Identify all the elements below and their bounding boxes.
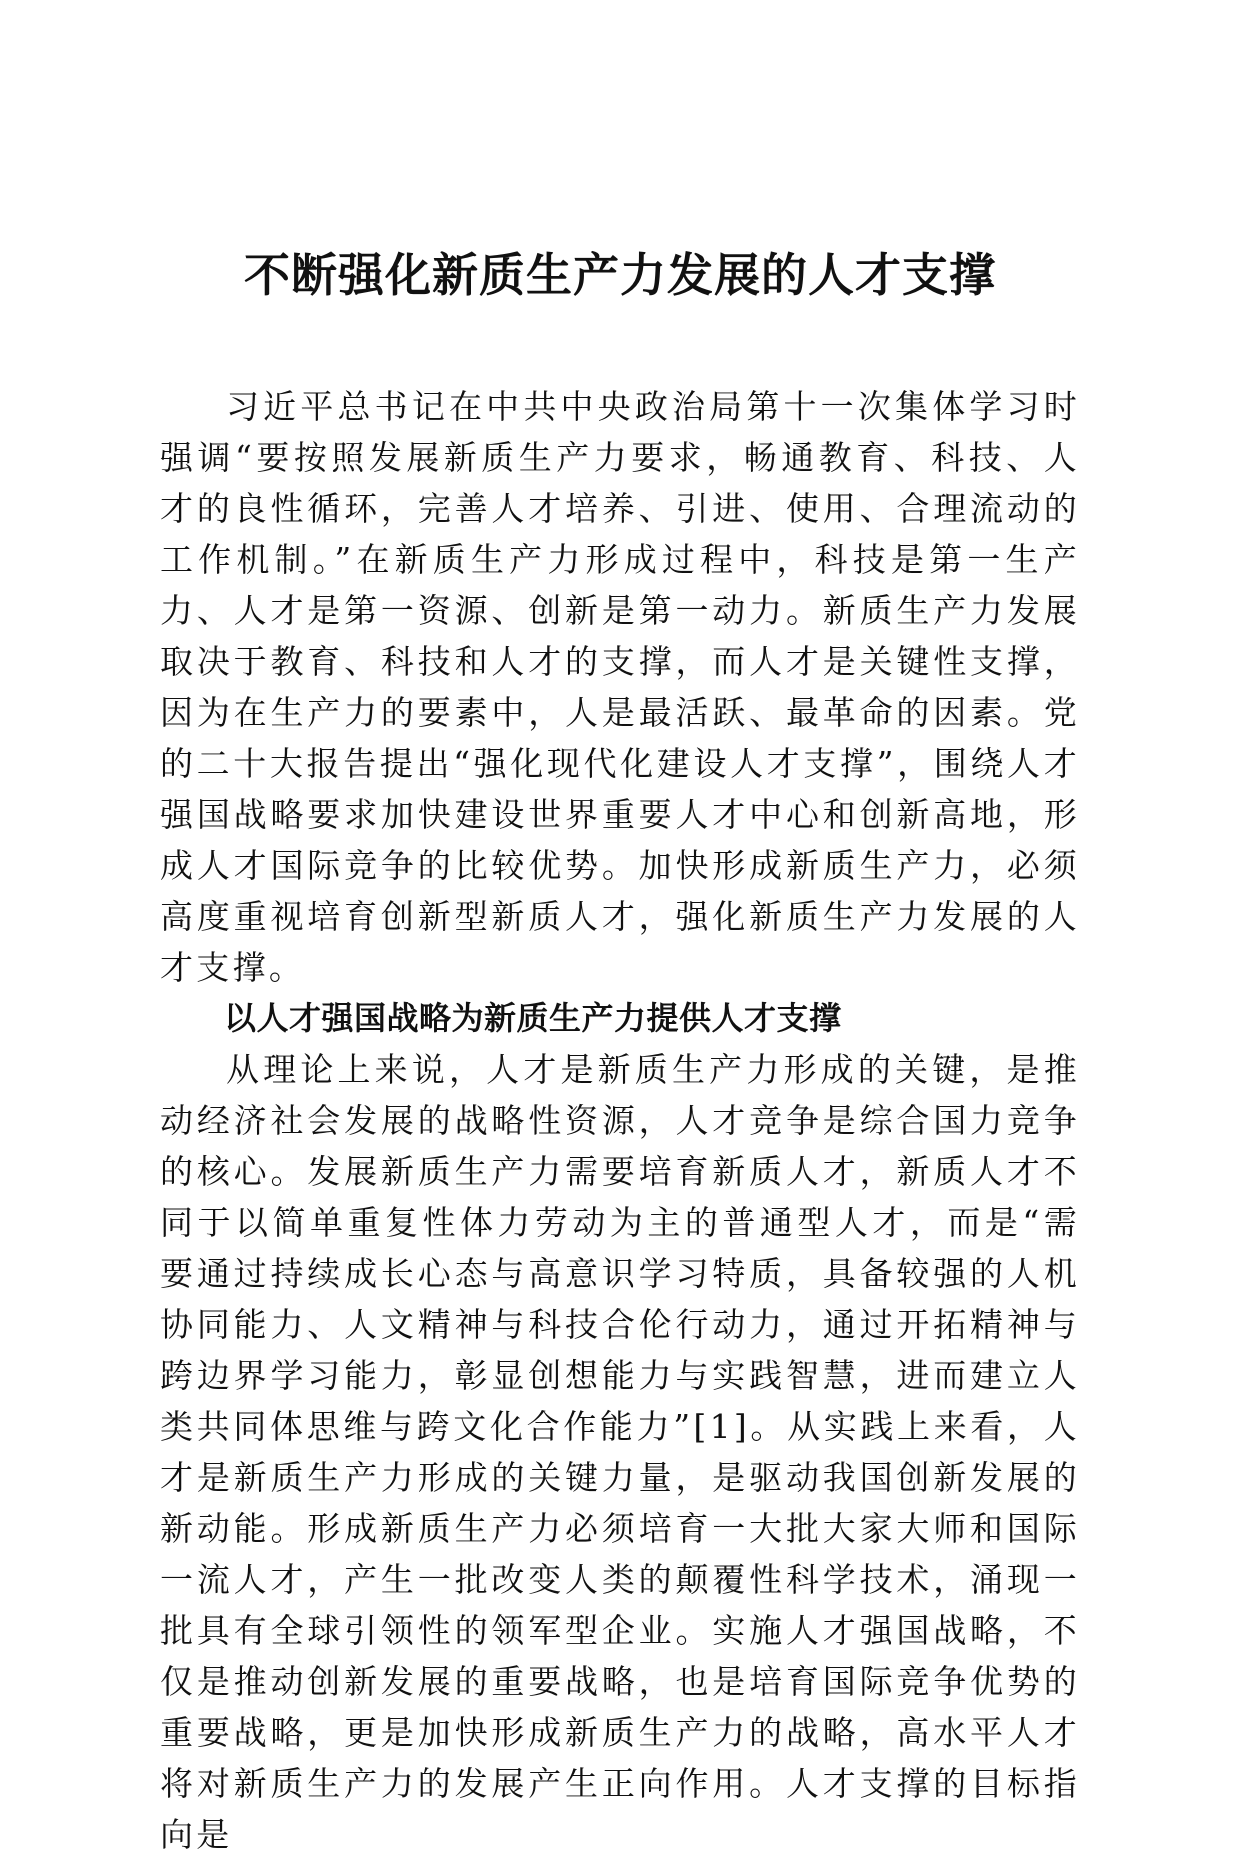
- section-heading: 以人才强国战略为新质生产力提供人才支撑: [224, 999, 842, 1037]
- paragraph-section-1: 从理论上来说，人才是新质生产力形成的关键，是推动经济社会发展的战略性资源，人才竞争是综合国力竞争的核心。发展新质生产力需要培育新质人才，新质人才不同于以简单重复性体力劳动为主的普通型人才，而是“需要通过持续成长心态与高意识学习特质，具备较强的人机协同能力、人文精神与科技合伦行动力，通过开拓精神与跨边界学习能力，彰显创想能力与实践智慧，进而建立人类共同体思维与跨文化合作能力”[1]。从实践上来看，人才是新质生产力形成的关键力量，是驱动我国创新发展的新动能。形成新质生产力必须培育一大批大家大师和国际一流人才，产生一批改变人类的颠覆性科学技术，涌现一批具有全球引领性的领军型企业。实施人才强国战略，不仅是推动创新发展的重要战略，也是培育国际竞争优势的重要战略，更是加快形成新质生产力的战略，高水平人才将对新质生产力的发展产生正向作用。人才支撑的目标指向是: [160, 1050, 1080, 1854]
- document-body: [160, 381, 1080, 1860]
- paragraph-intro: 习近平总书记在中共中央政治局第十一次集体学习时强调“要按照发展新质生产力要求，畅通教育、科技、人才的良性循环，完善人才培养、引进、使用、合理流动的工作机制。”在新质生产力形成过程中，科技是第一生产力、人才是第一资源、创新是第一动力。新质生产力发展取决于教育、科技和人才的支撑，而人才是关键性支撑，因为在生产力的要素中，人是最活跃、最革命的因素。党的二十大报告提出“强化现代化建设人才支撑”，围绕人才强国战略要求加快建设世界重要人才中心和创新高地，形成人才国际竞争的比较优势。加快形成新质生产力，必须高度重视培育创新型新质人才，强化新质生产力发展的人才支撑。: [160, 387, 1080, 987]
- document-title: 不断强化新质生产力发展的人才支撑: [244, 248, 996, 302]
